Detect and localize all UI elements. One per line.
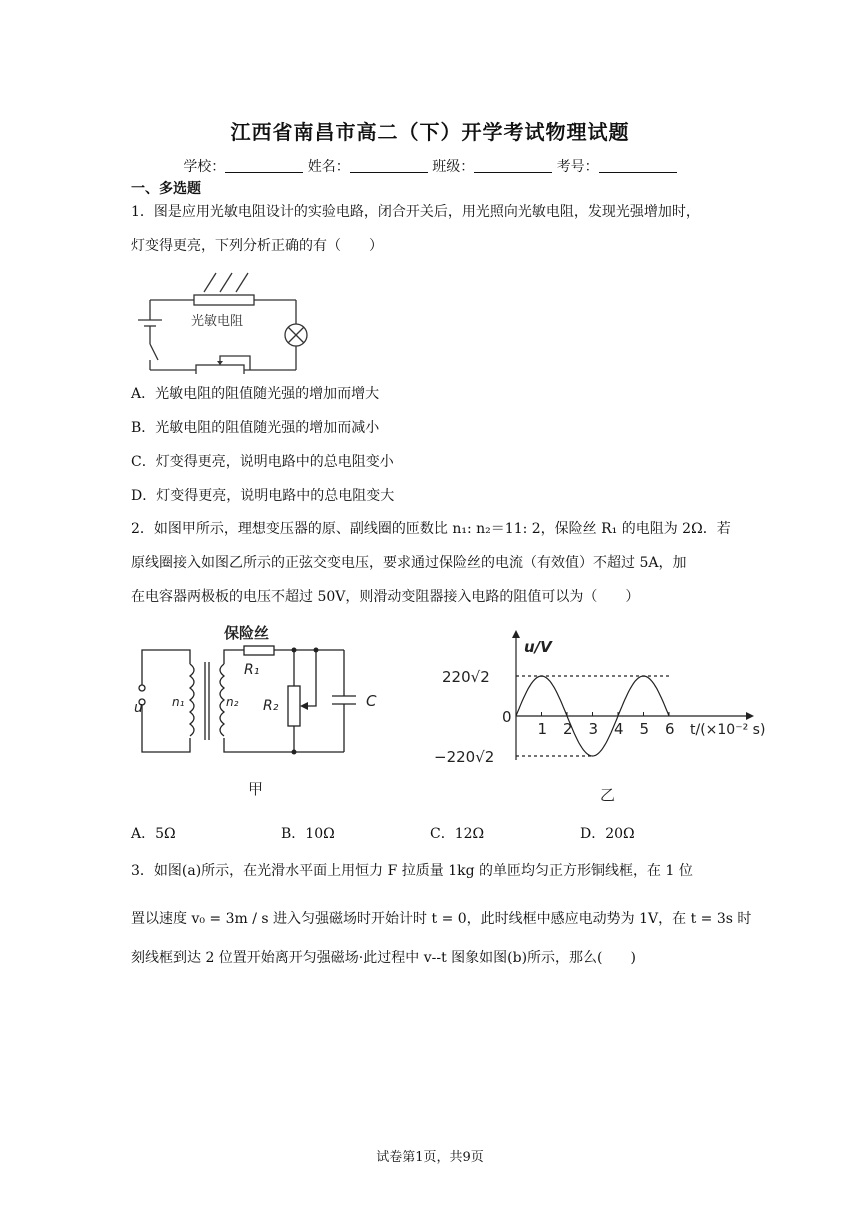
q3-line-2: 置以速度 v₀ = 3m / s 进入匀强磁场时开始计时 t = 0，此时线框中感应电动势为 1V，在 t = 3s 时 [131,911,752,927]
class-label: 班级： [432,159,475,175]
q2-option-d[interactable]: D．20Ω [580,826,635,842]
q1-option-a[interactable]: A．光敏电阻的阻值随光强的增加而增大 [131,386,380,402]
school-label: 学校： [183,159,226,175]
q1-option-d[interactable]: D．灯变得更亮，说明电路中的总电阻变大 [131,488,395,504]
page-footer: 试卷第1页，共9页 [376,1150,484,1165]
rheostat-arrow [300,702,308,710]
rheostat-r2 [288,686,300,726]
x-tick-label-4: 4 [614,720,624,738]
switch [150,344,158,360]
x-tick-label-3: 3 [588,720,599,738]
primary-coil [190,664,194,736]
student-info-line [0,156,860,176]
fuse-r1 [244,646,274,655]
light-ray-1 [204,273,216,292]
secondary-coil [220,664,224,736]
school-blank[interactable] [225,159,303,173]
q1-line-2: 灯变得更亮，下列分析正确的有（ ） [131,238,383,254]
q1-option-b[interactable]: B．光敏电阻的阻值随光强的增加而减小 [131,420,380,436]
name-label: 姓名： [307,159,350,175]
x-tick-label-6: 6 [665,720,675,738]
fig-b-caption: 乙 [600,786,616,804]
y-top-label: 220√2 [442,668,490,686]
x-axis-label: t/(×10⁻² s) [690,722,766,738]
q2-transformer-circuit [128,618,388,802]
fuse-label: 保险丝 [224,624,270,642]
q2-option-b[interactable]: B．10Ω [281,826,335,842]
r2-label: R₂ [263,698,279,714]
r1-label: R₁ [244,662,260,678]
light-ray-3 [236,273,248,292]
q3-line-3: 刻线框到达 2 位置开始离开匀强磁场·此过程中 v--t 图象如图(b)所示，那么( ) [131,950,636,966]
light-ray-2 [220,273,232,292]
x-tick-label-2: 2 [563,720,573,738]
rheostat [196,365,244,374]
q2-line-2: 原线圈接入如图乙所示的正弦交变电压，要求通过保险丝的电流（有效值）不超过 5A，加 [131,555,687,571]
q2-line-1: 2．如图甲所示，理想变压器的原、副线圈的匝数比 n₁: n₂＝11: 2，保险丝 R₁ 的电阻为 2Ω．若 [131,521,731,537]
q3-line-1: 3．如图(a)所示，在光滑水平面上用恒力 F 拉质量 1kg 的单匝均匀正方形铜线框，在 1 位 [131,863,693,879]
photoresistor [194,295,254,305]
page-title: 江西省南昌市高二（下）开学考试物理试题 [230,120,630,144]
section-title: 一、多选题 [131,181,201,197]
n1-label: n₁ [172,695,185,709]
exam-no-blank[interactable] [599,159,677,173]
class-blank[interactable] [474,159,552,173]
origin-label: 0 [502,708,512,726]
q1-option-c[interactable]: C．灯变得更亮，说明电路中的总电阻变小 [131,454,394,470]
photoresistor-label: 光敏电阻 [191,314,244,329]
fig-a-caption: 甲 [248,780,264,798]
q2-option-a[interactable]: A．5Ω [131,826,176,842]
exam-no-label: 考号： [556,159,599,175]
name-blank[interactable] [350,159,428,173]
y-axis-label: u/V [524,638,552,656]
n2-label: n₂ [226,695,239,709]
x-tick-label-1: 1 [537,720,548,738]
q2-option-c[interactable]: C．12Ω [430,826,485,842]
q1-photoresistor-circuit [128,268,328,374]
x-tick-label-5: 5 [639,720,650,738]
q2-voltage-graph [420,630,780,810]
u-label: u [134,700,143,716]
q2-line-3: 在电容器两极板的电压不超过 50V，则滑动变阻器接入电路的阻值可以为（ ） [131,589,640,605]
y-bottom-label: −220√2 [434,748,495,766]
q1-line-1: 1．图是应用光敏电阻设计的实验电路，闭合开关后，用光照向光敏电阻，发现光强增加时， [131,204,700,220]
capacitor-label: C [366,692,377,710]
